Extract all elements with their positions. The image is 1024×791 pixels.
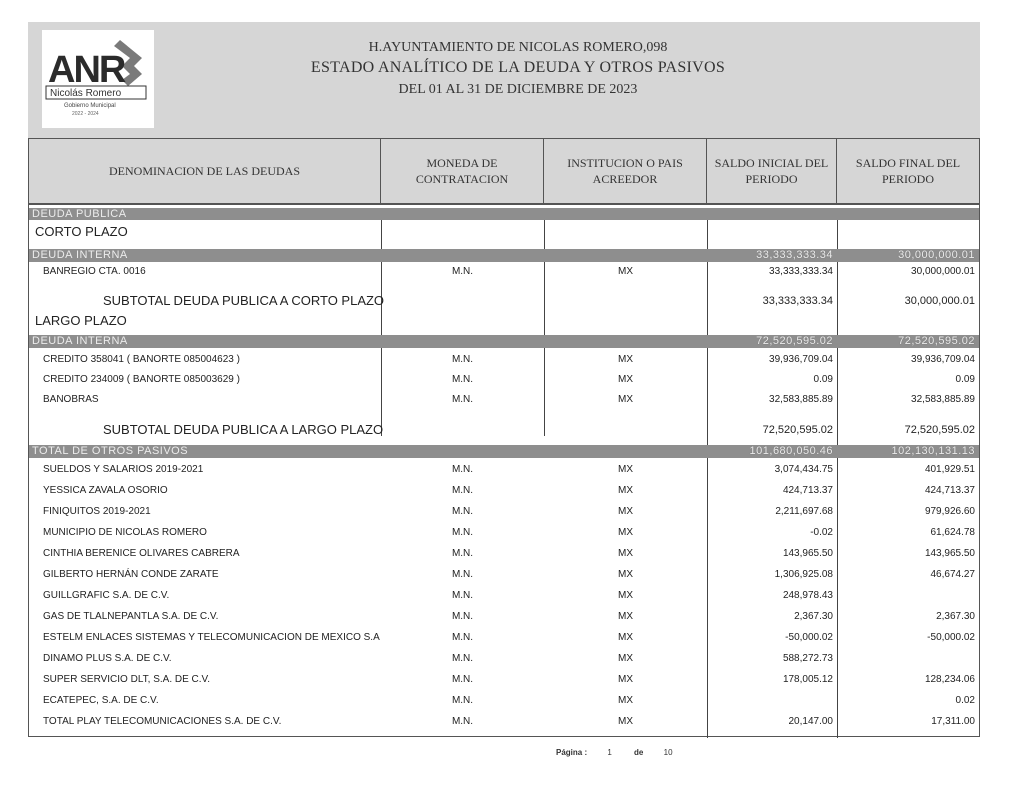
row-moneda: M.N. — [451, 674, 474, 685]
col-saldo-inicial: SALDO INICIAL DEL PERIODO — [707, 139, 837, 203]
row-name: CREDITO 234009 ( BANORTE 085003629 ) — [43, 374, 240, 385]
row-pais: MX — [618, 354, 633, 365]
subtotal-label: SUBTOTAL DEUDA PUBLICA A CORTO PLAZO — [103, 293, 385, 308]
table-row — [29, 484, 979, 498]
section-corto-plazo — [29, 224, 979, 240]
row-saldo-final: 30,000,000.01 — [911, 266, 975, 277]
current-page: 1 — [607, 748, 612, 757]
row-saldo-final: 17,311.00 — [931, 716, 975, 727]
row-pais: MX — [618, 485, 633, 496]
row-name: DINAMO PLUS S.A. DE C.V. — [43, 653, 172, 664]
row-saldo-inicial: 33,333,333.34 — [769, 266, 833, 277]
table-row — [29, 568, 979, 582]
row-name: TOTAL PLAY TELECOMUNICACIONES S.A. DE C.V. — [43, 716, 282, 727]
municipal-logo — [42, 30, 154, 128]
row-moneda: M.N. — [451, 716, 474, 727]
subtotal-saldo-final: 72,520,595.02 — [904, 424, 975, 436]
group-band-deuda-interna-largo — [29, 335, 979, 348]
section-label: DEUDA PUBLICA — [32, 208, 127, 220]
subtotal-row-corto — [29, 293, 979, 309]
row-moneda: M.N. — [451, 527, 474, 538]
group-label: TOTAL DE OTROS PASIVOS — [32, 445, 189, 457]
row-saldo-final: 143,965.50 — [924, 548, 975, 559]
section-label: LARGO PLAZO — [35, 313, 127, 328]
row-name: GAS DE TLALNEPANTLA S.A. DE C.V. — [43, 611, 219, 622]
row-pais: MX — [618, 632, 633, 643]
row-name: SUPER SERVICIO DLT, S.A. DE C.V. — [43, 674, 211, 685]
logo-text: ANR — [48, 49, 125, 91]
row-saldo-inicial: 2,367.30 — [794, 611, 833, 622]
row-saldo-inicial: 424,713.37 — [782, 485, 833, 496]
table-header — [28, 138, 980, 204]
row-name: ESTELM ENLACES SISTEMAS Y TELECOMUNICACION DE MEXICO S.A — [43, 632, 380, 643]
section-label: CORTO PLAZO — [35, 224, 128, 239]
row-moneda: M.N. — [451, 695, 474, 706]
row-saldo-inicial: 588,272.73 — [782, 653, 833, 664]
logo-caption: Gobierno Municipal — [64, 103, 116, 109]
row-saldo-final: 401,929.51 — [924, 464, 975, 475]
group-label: DEUDA INTERNA — [32, 335, 128, 347]
group-saldo-final: 102,130,131.13 — [891, 445, 975, 457]
row-moneda: M.N. — [451, 266, 474, 277]
row-moneda: M.N. — [451, 611, 474, 622]
logo-years: 2022 - 2024 — [72, 111, 99, 117]
subtotal-saldo-inicial: 33,333,333.34 — [762, 295, 833, 307]
table-body — [28, 204, 980, 737]
section-largo-plazo — [29, 313, 979, 329]
row-moneda: M.N. — [451, 569, 474, 580]
group-saldo-inicial: 101,680,050.46 — [749, 445, 833, 457]
row-pais: MX — [618, 548, 633, 559]
table-row — [29, 610, 979, 624]
row-saldo-final: 32,583,885.89 — [911, 394, 975, 405]
row-pais: MX — [618, 695, 633, 706]
row-saldo-inicial: -50,000.02 — [785, 632, 833, 643]
table-row — [29, 589, 979, 603]
row-saldo-inicial: 39,936,709.04 — [769, 354, 833, 365]
col-denominacion: DENOMINACION DE LAS DEUDAS — [29, 139, 381, 203]
row-pais: MX — [618, 716, 633, 727]
table-row — [29, 715, 979, 729]
report-titles — [208, 38, 828, 100]
row-pais: MX — [618, 611, 633, 622]
row-name: YESSICA ZAVALA OSORIO — [43, 485, 168, 496]
row-saldo-final: 424,713.37 — [924, 485, 975, 496]
row-saldo-final: 46,674.27 — [930, 569, 975, 580]
row-name: FINIQUITOS 2019-2021 — [43, 506, 151, 517]
row-saldo-final: 2,367.30 — [936, 611, 975, 622]
row-moneda: M.N. — [451, 590, 474, 601]
subtotal-row-largo — [29, 422, 979, 438]
row-moneda: M.N. — [451, 485, 474, 496]
row-pais: MX — [618, 527, 633, 538]
row-pais: MX — [618, 674, 633, 685]
group-saldo-inicial: 33,333,333.34 — [756, 249, 833, 261]
row-saldo-final: 0.02 — [955, 695, 975, 706]
subtotal-saldo-final: 30,000,000.01 — [904, 295, 975, 307]
row-saldo-final: 128,234.06 — [924, 674, 975, 685]
row-saldo-inicial: -0.02 — [810, 527, 833, 538]
row-moneda: M.N. — [451, 354, 474, 365]
report-title: ESTADO ANALÍTICO DE LA DEUDA Y OTROS PASIVOS — [310, 59, 726, 76]
row-moneda: M.N. — [451, 394, 474, 405]
section-band-deuda-publica — [29, 208, 979, 220]
row-saldo-inicial: 0.09 — [813, 374, 833, 385]
row-saldo-final: 979,926.60 — [924, 506, 975, 517]
row-pais: MX — [618, 506, 633, 517]
row-saldo-inicial: 143,965.50 — [782, 548, 833, 559]
row-pais: MX — [618, 590, 633, 601]
table-row — [29, 673, 979, 687]
table-row — [29, 393, 979, 407]
group-band-deuda-interna-corto — [29, 249, 979, 262]
row-pais: MX — [618, 394, 633, 405]
row-pais: MX — [618, 569, 633, 580]
row-moneda: M.N. — [451, 632, 474, 643]
page-indicator — [556, 748, 673, 757]
group-saldo-final: 30,000,000.01 — [898, 249, 975, 261]
row-pais: MX — [618, 266, 633, 277]
row-pais: MX — [618, 464, 633, 475]
table-row — [29, 505, 979, 519]
row-saldo-inicial: 1,306,925.08 — [774, 569, 833, 580]
table-row — [29, 463, 979, 477]
row-moneda: M.N. — [451, 506, 474, 517]
table-row — [29, 526, 979, 540]
row-name: GILBERTO HERNÁN CONDE ZARATE — [43, 569, 219, 580]
table-row — [29, 631, 979, 645]
row-saldo-inicial: 32,583,885.89 — [769, 394, 833, 405]
col-moneda: MONEDA DE CONTRATACION — [381, 139, 544, 203]
row-saldo-final: 0.09 — [955, 374, 975, 385]
table-row — [29, 694, 979, 708]
row-saldo-inicial: 3,074,434.75 — [774, 464, 833, 475]
row-name: SUELDOS Y SALARIOS 2019-2021 — [43, 464, 204, 475]
subtotal-label: SUBTOTAL DEUDA PUBLICA A LARGO PLAZO — [103, 422, 384, 437]
group-band-otros-pasivos — [29, 445, 979, 458]
table-row — [29, 353, 979, 367]
group-saldo-final: 72,520,595.02 — [898, 335, 975, 347]
row-moneda: M.N. — [451, 374, 474, 385]
logo-mark-icon — [42, 30, 154, 128]
subtotal-saldo-inicial: 72,520,595.02 — [762, 424, 833, 436]
row-saldo-final: 39,936,709.04 — [911, 354, 975, 365]
row-name: BANREGIO CTA. 0016 — [43, 266, 146, 277]
row-pais: MX — [618, 653, 633, 664]
entity-name: H.AYUNTAMIENTO DE NICOLAS ROMERO,098 — [368, 40, 668, 55]
table-row — [29, 265, 979, 279]
row-saldo-final: -50,000.02 — [927, 632, 975, 643]
row-pais: MX — [618, 374, 633, 385]
row-name: CINTHIA BERENICE OLIVARES CABRERA — [43, 548, 240, 559]
group-saldo-inicial: 72,520,595.02 — [756, 335, 833, 347]
pagina-label: Página : — [556, 748, 588, 757]
logo-subtitle: Nicolás Romero — [50, 88, 122, 99]
row-moneda: M.N. — [451, 548, 474, 559]
table-row — [29, 547, 979, 561]
table-row — [29, 652, 979, 666]
report-period: DEL 01 AL 31 DE DICIEMBRE DE 2023 — [398, 82, 638, 97]
row-moneda: M.N. — [451, 464, 474, 475]
row-name: MUNICIPIO DE NICOLAS ROMERO — [43, 527, 207, 538]
row-name: ECATEPEC, S.A. DE C.V. — [43, 695, 159, 706]
group-label: DEUDA INTERNA — [32, 249, 128, 261]
col-saldo-final: SALDO FINAL DEL PERIODO — [855, 156, 961, 186]
row-name: CREDITO 358041 ( BANORTE 085004623 ) — [43, 354, 240, 365]
total-pages: 10 — [663, 748, 673, 757]
row-saldo-final: 61,624.78 — [930, 527, 975, 538]
row-moneda: M.N. — [451, 653, 474, 664]
row-name: BANOBRAS — [43, 394, 99, 405]
row-saldo-inicial: 2,211,697.68 — [775, 506, 833, 517]
report-header — [28, 22, 980, 138]
row-saldo-inicial: 248,978.43 — [782, 590, 833, 601]
row-name: GUILLGRAFIC S.A. DE C.V. — [43, 590, 170, 601]
table-row — [29, 373, 979, 387]
de-label: de — [634, 748, 644, 757]
row-saldo-inicial: 20,147.00 — [788, 716, 833, 727]
row-saldo-inicial: 178,005.12 — [782, 674, 833, 685]
col-institucion: INSTITUCION O PAIS ACREEDOR — [544, 139, 707, 203]
